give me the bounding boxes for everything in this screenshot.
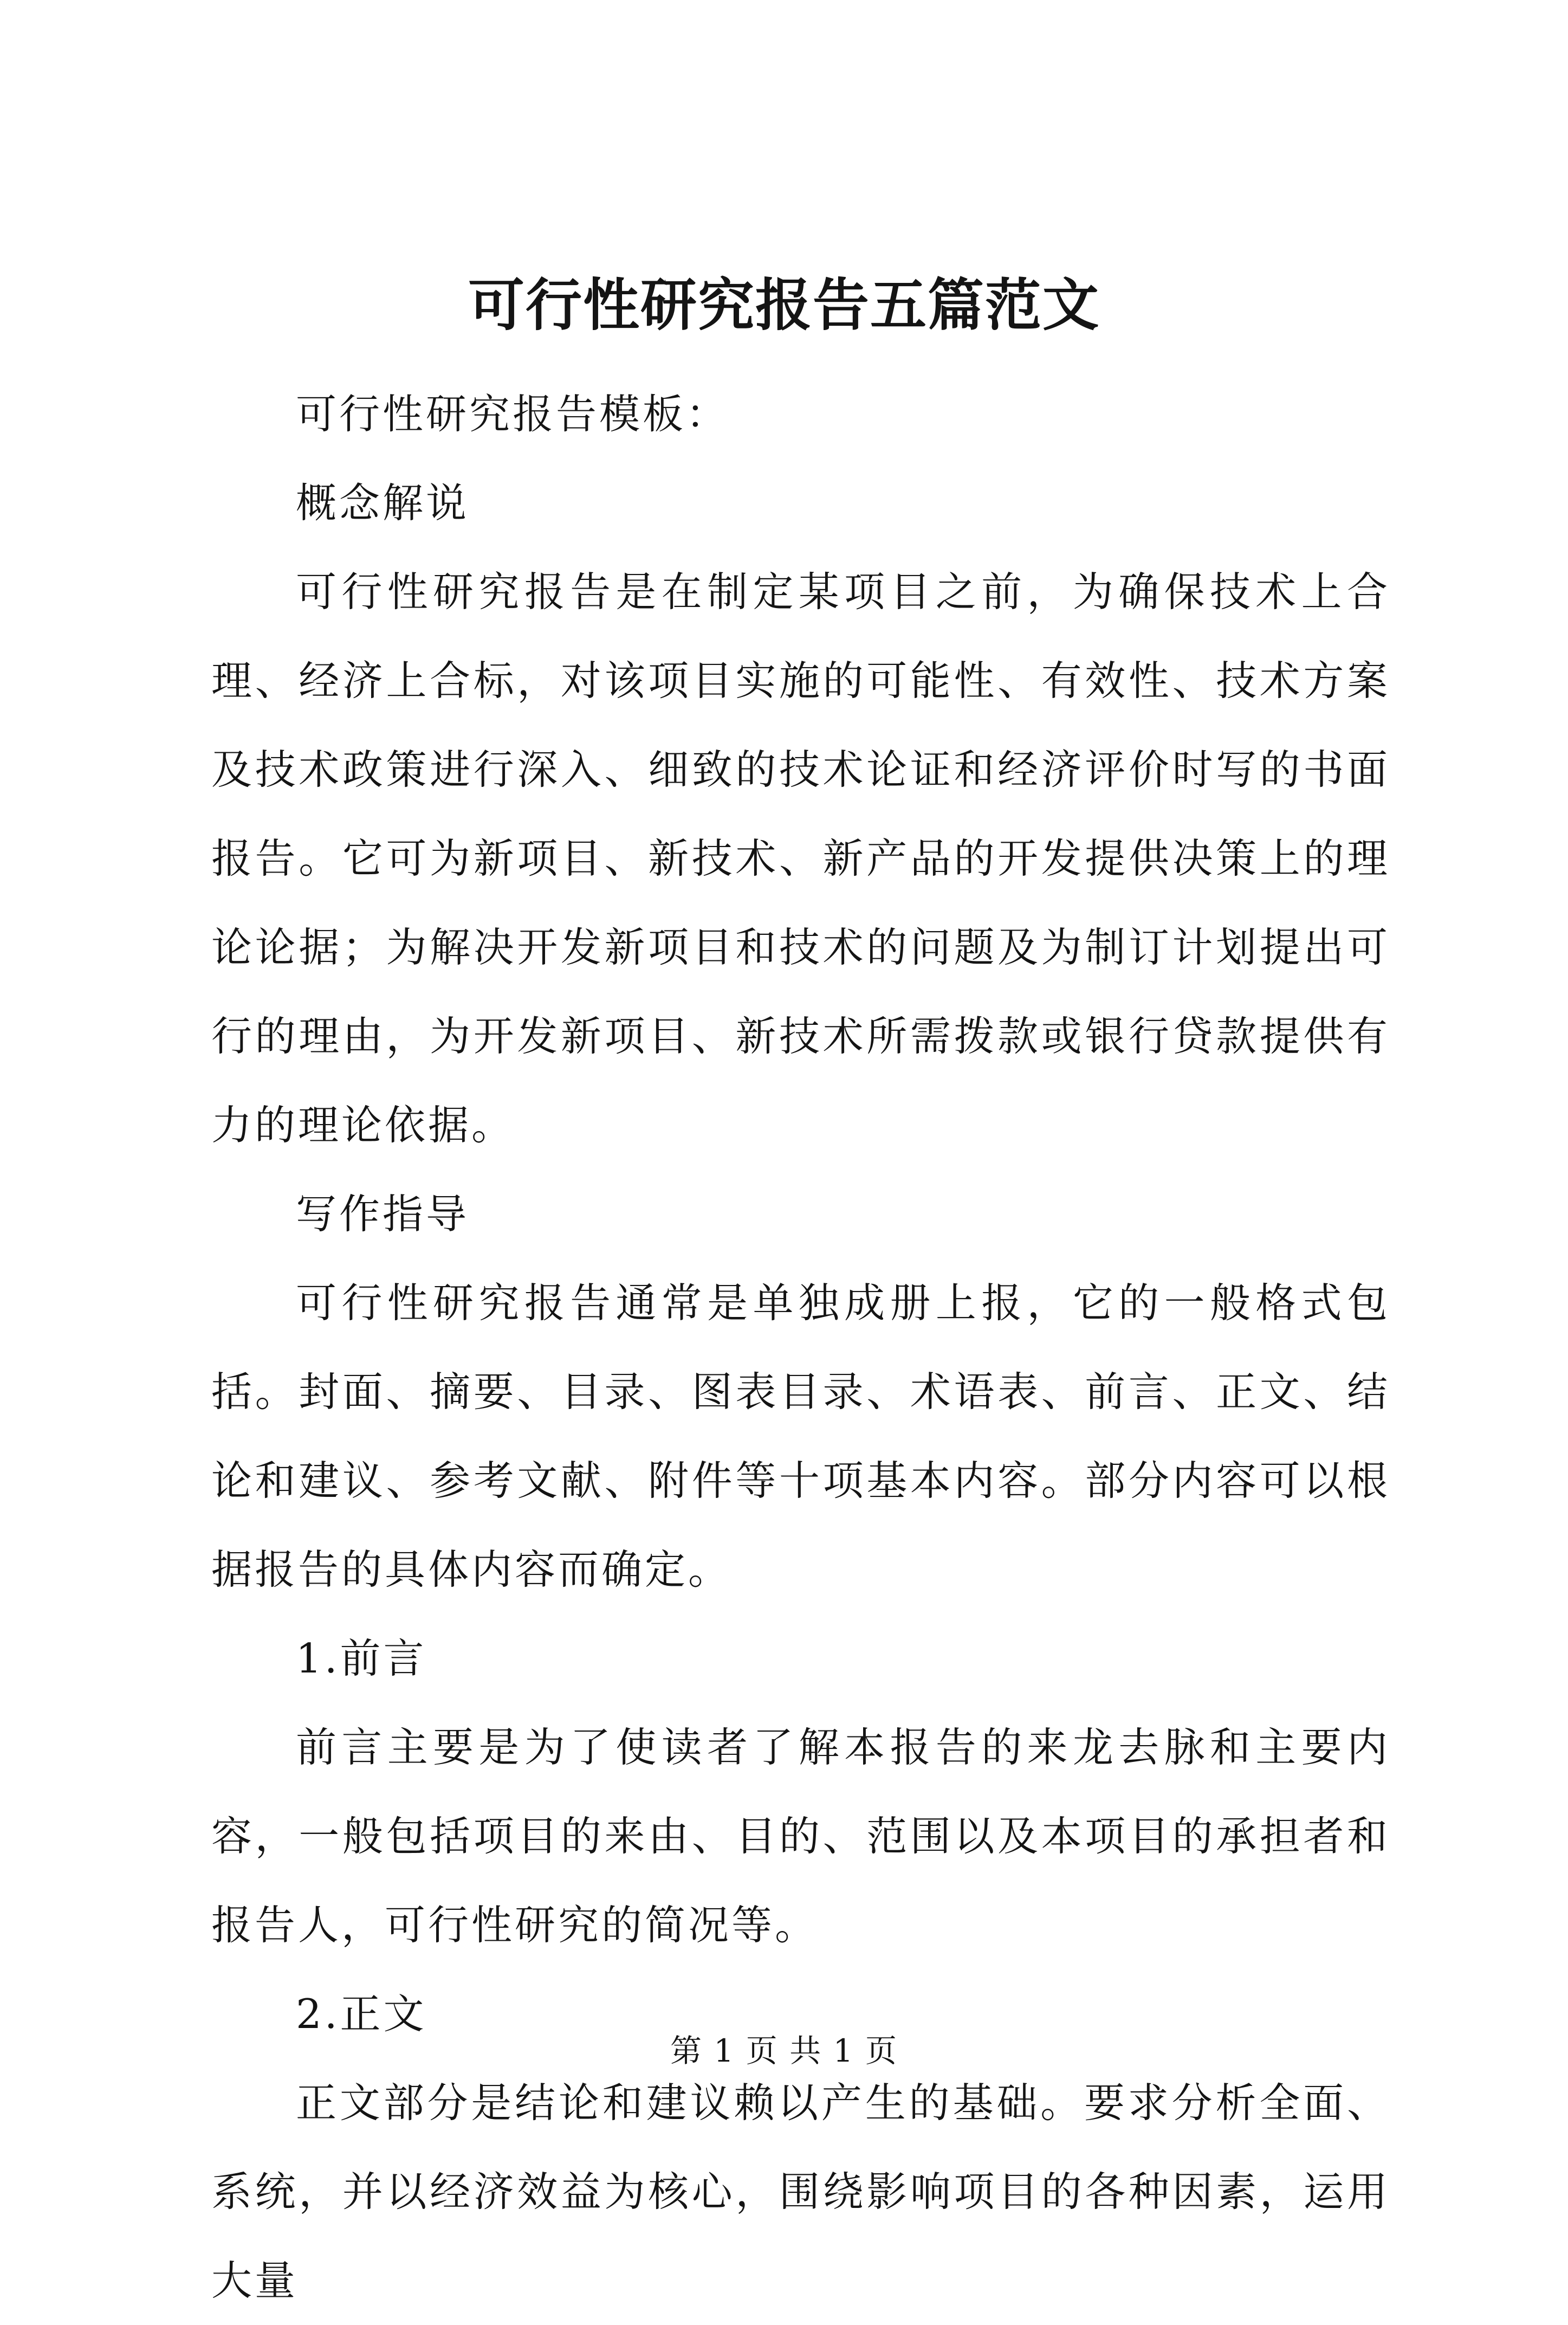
section-heading-writing-guide: 写作指导 (296, 1190, 470, 1238)
section-heading-concept: 概念解说 (296, 479, 470, 527)
document-title: 可行性研究报告五篇范文 (468, 272, 1100, 338)
paragraph-preface: 前言主要是为了使读者了解本报告的来龙去脉和主要内容，一般包括项目的来由、目的、范围以及本项目的承担者和报告人，可行性研究的简况等。 (211, 1723, 1390, 1949)
paragraph-definition: 可行性研究报告是在制定某项目之前，为确保技术上合理、经济上合标，对该项目实施的可能性、有效性、技术方案及技术政策进行深入、细致的技术论证和经济评价时写的书面报告。它可为新项目、新技术、新产品的开发提供决策上的理论论据；为解决开发新项目和技术的问题及为制订计划提出可行的理由，为开发新项目、新技术所需拨款或银行贷款提供有力的理论依据。 (211, 568, 1390, 1149)
section-heading-main-text: 2.正文 (296, 1990, 427, 2038)
paragraph-format: 可行性研究报告通常是单独成册上报，它的一般格式包括。封面、摘要、目录、图表目录、术语表、前言、正文、结论和建议、参考文献、附件等十项基本内容。部分内容可以根据报告的具体内容而确定。 (211, 1279, 1390, 1593)
page-footer: 第 1 页 共 1 页 (670, 2032, 898, 2069)
paragraph-main-text: 正文部分是结论和建议赖以产生的基础。要求分析全面、系统，并以经济效益为核心，围绕影响项目的各种因素，运用大量 (211, 2079, 1390, 2304)
section-heading-preface: 1.前言 (296, 1635, 427, 1682)
section-heading-template: 可行性研究报告模板： (296, 390, 730, 438)
